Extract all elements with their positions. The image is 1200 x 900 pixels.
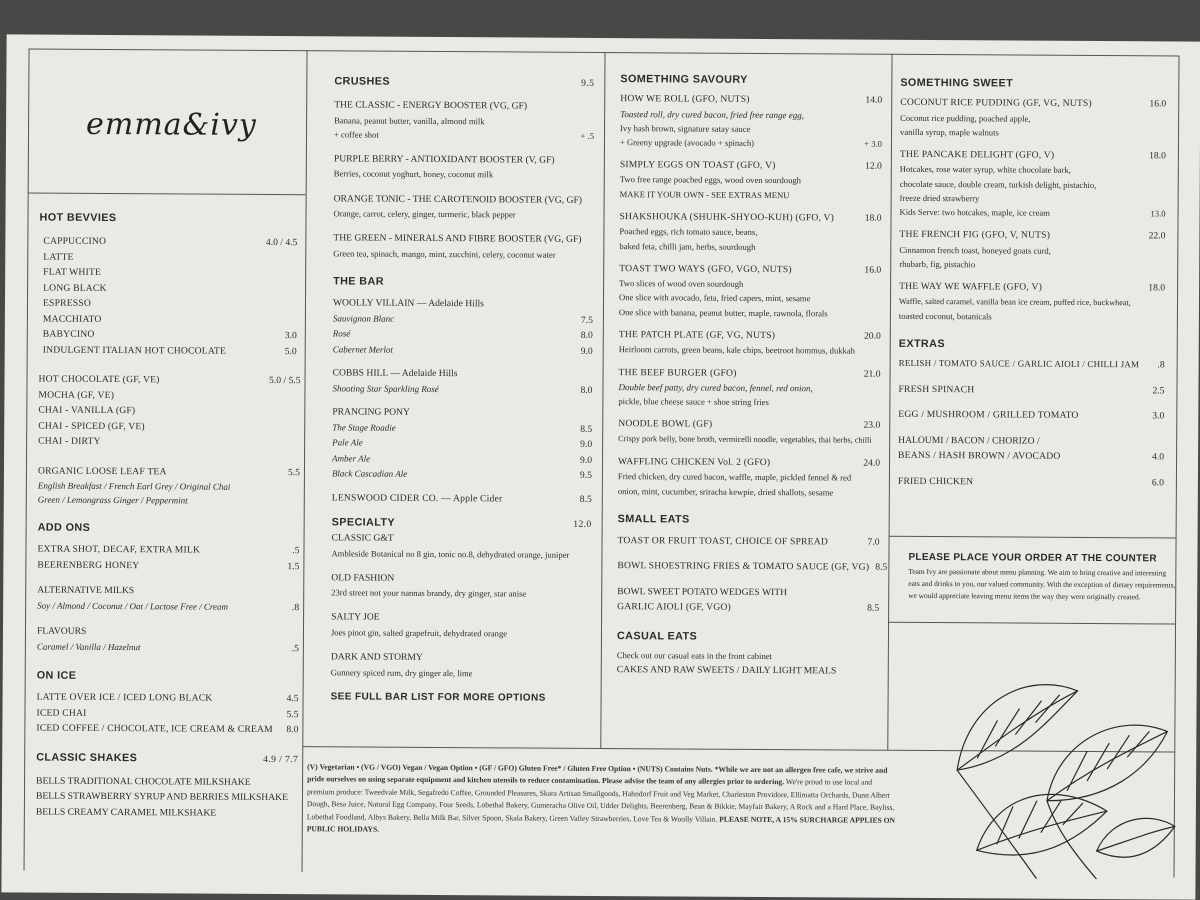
- crush-name: ORANGE TONIC - THE CAROTENOID BOOSTER (VG, GF): [333, 192, 583, 206]
- menu-item: [43, 296, 297, 313]
- dish-header: [618, 416, 880, 433]
- cocktail-desc: Ambleside Botanical no 8 gin, tonic no.8, dehydrated orange, juniper: [331, 547, 570, 560]
- dish-name: SIMPLY EGGS ON TOAST (GFO, V): [619, 159, 776, 171]
- crush-name: PURPLE BERRY - ANTIOXIDANT BOOSTER (V, GF): [333, 153, 555, 166]
- item-name: Rosé: [332, 328, 351, 339]
- item-name-line-2: GARLIC AIOLI (GF, VGO): [617, 601, 731, 614]
- extra-item: [899, 356, 1165, 373]
- menu-sheet: [1, 34, 1200, 899]
- hot-bevvies-title: HOT BEVVIES: [39, 211, 117, 225]
- crush-desc: Orange, carrot, celery, ginger, turmeric, black pepper: [333, 208, 516, 220]
- full-bar-list-note: SEE FULL BAR LIST FOR MORE OPTIONS: [330, 691, 546, 704]
- casual-eats-note: Check out our casual eats in the front cabinet: [616, 649, 773, 661]
- dish-desc: Two free range poached eggs, wood oven sourdough: [619, 174, 802, 186]
- bar-item: [333, 311, 593, 328]
- menu-item: [43, 265, 297, 282]
- item-name: Shooting Star Sparkling Rosé: [332, 382, 439, 394]
- dish-header: [899, 279, 1165, 296]
- winery-name: COBBS HILL — Adelaide Hills: [332, 367, 458, 380]
- item-price: 8.0: [286, 724, 299, 736]
- dish-name: THE PANCAKE DELIGHT (GFO, V): [899, 148, 1055, 161]
- cocktail-desc: Joes pinot gin, salted grapefruit, dehydrated orange: [330, 627, 508, 639]
- dish-header: [619, 209, 881, 226]
- small-eat-item: [617, 558, 888, 575]
- item-price: 6.0: [1151, 476, 1164, 488]
- dish-header: [619, 261, 881, 278]
- column-drinks: [36, 211, 302, 822]
- dish-name: THE FRENCH FIG (GFO, V, NUTS): [899, 229, 1051, 241]
- bar-item: [332, 466, 592, 483]
- dish-desc: pickle, blue cheese sauce + shoe string fries: [618, 396, 769, 408]
- item-price: 9.5: [579, 469, 592, 481]
- item-name: CHAI - VANILLA (GF): [38, 404, 136, 417]
- item-name: BOWL SHOESTRING FRIES & TOMATO SAUCE (GF, VG): [617, 560, 870, 573]
- small-eats-title: SMALL EATS: [617, 512, 690, 526]
- dish-price: 18.0: [1149, 150, 1166, 162]
- menu-item: [43, 311, 297, 328]
- dish-price: 14.0: [865, 94, 883, 106]
- dish-name: THE BEEF BURGER (GFO): [618, 366, 737, 379]
- dish-desc: MAKE IT YOUR OWN - SEE EXTRAS MENU: [619, 188, 790, 200]
- item-price: 4.0 / 4.5: [265, 236, 298, 249]
- extra-item: [898, 407, 1164, 424]
- bar-item: [333, 342, 593, 359]
- dish-header: [620, 157, 882, 174]
- dish-desc: vanilla syrup, maple walnuts: [900, 126, 999, 138]
- item-name: Pale Ale: [332, 437, 363, 448]
- dish-header: [620, 91, 882, 108]
- item-price: 4.0: [1152, 451, 1165, 463]
- dish-header: [900, 95, 1166, 112]
- dish-header: [900, 147, 1166, 164]
- crush-desc: Green tea, spinach, mango, mint, zucchini, celery, coconut water: [333, 248, 556, 260]
- cocktail-name: SALTY JOE: [331, 611, 380, 624]
- specialty-price: 12.0: [573, 518, 592, 530]
- dish-desc: chocolate sauce, double cream, turkish delight, pistachio,: [899, 178, 1097, 190]
- item-name: TOAST OR FRUIT TOAST, CHOICE OF SPREAD: [617, 534, 829, 548]
- dish-desc: onion, mint, cucumber, sriracha kewpie, dried shallots, sesame: [617, 485, 834, 498]
- shake-item: BELLS TRADITIONAL CHOCOLATE MILKSHAKE: [36, 775, 251, 788]
- item-options: Caramel / Vanilla / Hazelnut: [36, 641, 141, 652]
- dietary-legend: [307, 761, 898, 855]
- menu-item: [38, 372, 300, 389]
- small-eat-item: [618, 533, 880, 550]
- dish-price: 23.0: [863, 419, 881, 431]
- item-price: 3.0: [1152, 410, 1165, 422]
- tea-options-line-2: Green / Lemongrass Ginger / Peppermint: [37, 494, 188, 506]
- dish-desc: Cinnamon french toast, honeyed goats curd,: [899, 244, 1051, 256]
- leaf-illustration: [936, 650, 1177, 881]
- item-name: Cabernet Merlot: [332, 343, 393, 355]
- item-price: 5.5: [286, 708, 299, 720]
- item-price: 2.5: [1152, 384, 1165, 396]
- item-name: FRESH SPINACH: [898, 383, 975, 395]
- order-notice-title: PLEASE PLACE YOUR ORDER AT THE COUNTER: [908, 551, 1157, 565]
- shake-item: BELLS STRAWBERRY SYRUP AND BERRIES MILKSHAKE: [35, 790, 288, 804]
- item-price: .5: [292, 545, 300, 557]
- item-price: 8.5: [867, 602, 880, 615]
- flavours-options: [37, 639, 299, 656]
- hot-bevvies-group-2: [38, 372, 300, 451]
- item-price: 9.0: [580, 454, 593, 466]
- item-price: .5: [291, 642, 299, 654]
- dish-name: SHAKSHOUKA (SHUHK-SHYOO-KUH) (GFO, V): [619, 210, 835, 224]
- menu-item: [36, 721, 298, 738]
- extra-item: [898, 473, 1164, 490]
- extra-price: + .5: [580, 130, 595, 141]
- item-name: Black Cascadian Ale: [331, 468, 408, 479]
- flavours-name: FLAVOURS: [36, 625, 87, 637]
- left-border: [24, 48, 30, 870]
- dish-desc: Ivy hash brown, signature satay sauce: [620, 122, 751, 134]
- item-name: HALOUMI / BACON / CHORIZO /: [898, 434, 1040, 447]
- item-name: LENSWOOD CIDER CO. — Apple Cider: [331, 491, 503, 504]
- item-name: The Stage Roadie: [332, 421, 396, 433]
- dish-name: COCONUT RICE PUDDING (GF, VG, NUTS): [900, 96, 1092, 109]
- dish-price: 12.0: [865, 160, 882, 172]
- item-price: 9.0: [580, 438, 593, 450]
- menu-item: [36, 705, 298, 722]
- small-eat-item: [617, 599, 879, 616]
- item-name: CAPPUCCINO: [43, 235, 107, 247]
- dish-desc: Double beef patty, dry cured bacon, fennel, red onion,: [618, 382, 813, 394]
- dish-desc: One slice with banana, peanut butter, maple, rawnola, florals: [618, 306, 828, 319]
- winery-name: WOOLLY VILLAIN — Adelaide Hills: [332, 297, 484, 310]
- bar-item: [332, 381, 592, 398]
- item-price: .8: [291, 601, 300, 613]
- item-name: BEERENBERG HONEY: [37, 559, 140, 571]
- dish-desc: baked feta, chilli jam, herbs, sourdough: [619, 240, 756, 252]
- classic-shakes-title: CLASSIC SHAKES: [36, 751, 138, 764]
- item-name: RELISH / TOMATO SAUCE / GARLIC AIOLI / CHILLI JAM: [898, 357, 1140, 370]
- menu-item: [37, 542, 299, 559]
- item-options: Soy / Almond / Coconut / Oat / Lactose Free / Cream: [37, 600, 229, 612]
- item-price: 7.5: [580, 314, 593, 326]
- cocktail-name: DARK AND STORMY: [330, 651, 423, 664]
- menu-item: [43, 249, 297, 266]
- crushes-price: 9.5: [581, 77, 595, 89]
- crush-extra: [334, 127, 594, 143]
- item-price: 5.0: [284, 345, 297, 357]
- kids-serve: [900, 205, 1166, 221]
- item-name: ICED CHAI: [36, 707, 87, 719]
- dish-price: 18.0: [864, 212, 882, 224]
- alt-milks-name: ALTERNATIVE MILKS: [37, 584, 135, 597]
- extra-item: [898, 381, 1164, 398]
- dish-desc: Hotcakes, rose water syrup, white chocolate bark,: [899, 164, 1071, 176]
- item-name-line-2: BEANS / HASH BROWN / AVOCADO: [898, 449, 1061, 462]
- savoury-title: SOMETHING SAVOURY: [620, 73, 748, 86]
- order-notice: [908, 552, 1178, 604]
- item-name: Sauvignon Blanc: [332, 312, 395, 324]
- classic-shakes-price: 4.9 / 7.7: [263, 753, 299, 765]
- dish-desc: Two slices of wood oven sourdough: [619, 278, 744, 290]
- dish-header: [899, 227, 1165, 244]
- crush-desc: Berries, coconut yoghurt, honey, coconut milk: [333, 168, 494, 180]
- dish-price: 16.0: [864, 264, 882, 276]
- item-name: EGG / MUSHROOM / GRILLED TOMATO: [898, 408, 1079, 421]
- add-ons-title: ADD ONS: [37, 521, 91, 534]
- crushes-header: [334, 74, 594, 91]
- item-price: 8.5: [580, 423, 593, 435]
- dish-desc: Crispy pork belly, bone broth, vermicelli noodle, vegetables, thai herbs, chilli: [618, 433, 872, 445]
- dish-desc: rhubarb, fig, pistachio: [899, 258, 976, 270]
- item-name: LONG BLACK: [43, 282, 107, 294]
- item-name: CHAI - DIRTY: [38, 435, 101, 447]
- classic-shakes-header: [36, 750, 298, 767]
- item-name: HOT CHOCOLATE (GF, VE): [38, 373, 160, 386]
- item-price: 5.5: [287, 466, 300, 478]
- dish-name: TOAST TWO WAYS (GFO, VGO, NUTS): [619, 262, 792, 275]
- the-bar-title: THE BAR: [333, 275, 384, 288]
- item-name: BABYCINO: [42, 328, 95, 340]
- column-crushes-bar: [331, 74, 595, 705]
- item-name: LATTE: [43, 251, 74, 263]
- crush-desc: Banana, peanut butter, vanilla, almond milk: [334, 114, 485, 126]
- menu-item: [43, 280, 297, 297]
- dish-name: THE PATCH PLATE (GF, VG, NUTS): [618, 328, 776, 341]
- cocktail-name: CLASSIC G&T: [331, 532, 394, 544]
- item-price: 4.5: [286, 693, 299, 705]
- item-price: 3.0: [284, 330, 297, 342]
- item-price: 8.0: [580, 329, 593, 341]
- bar-item: [332, 435, 592, 452]
- item-name: CHAI - SPICED (GF, VE): [38, 420, 145, 432]
- casual-eats-title: CASUAL EATS: [616, 629, 698, 643]
- order-box-bottom: [888, 622, 1175, 625]
- menu-item: [38, 434, 300, 451]
- menu-item: [37, 690, 299, 707]
- dish-price: 21.0: [863, 368, 881, 380]
- dish-desc: Coconut rice pudding, poached apple,: [900, 112, 1031, 124]
- crush-name: THE CLASSIC - ENERGY BOOSTER (VG, GF): [334, 99, 528, 112]
- cocktail-desc: 23rd street not your nannas brandy, dry ginger, star anise: [331, 587, 527, 599]
- item-price: 8.5: [579, 493, 592, 505]
- dish-desc: Heirloom carrots, green beans, kale chips, beetroot hommus, dukkah: [618, 344, 856, 356]
- cocktail-desc: Gunnery spiced rum, dry ginger ale, lime: [330, 666, 473, 678]
- dish-desc: freeze dried strawberry: [899, 192, 980, 204]
- hot-bevvies-group-1: [39, 234, 302, 360]
- item-name: MOCHA (GF, VE): [38, 389, 115, 401]
- extra-item: [898, 448, 1164, 465]
- item-name: ORGANIC LOOSE LEAF TEA: [37, 465, 167, 477]
- bar-item: [333, 326, 593, 343]
- item-name: Amber Ale: [332, 452, 371, 464]
- menu-item: [37, 557, 299, 574]
- brewery-name: PRANCING PONY: [332, 406, 410, 418]
- extra-name: + coffee shot: [333, 129, 379, 140]
- dish-desc: One slice with avocado, feta, fried capers, mint, sesame: [619, 292, 811, 304]
- dish-name: NOODLE BOWL (GF): [618, 418, 713, 430]
- item-name: INDULGENT ITALIAN HOT CHOCOLATE: [42, 344, 227, 357]
- kids-serve-price: 13.0: [1150, 208, 1166, 219]
- dish-header: [619, 365, 881, 382]
- item-name: FLAT WHITE: [43, 266, 102, 278]
- column-divider-2: [600, 52, 605, 748]
- column-savoury: [616, 72, 888, 679]
- menu-item-tea: [38, 463, 300, 480]
- dish-name: HOW WE ROLL (GFO, NUTS): [620, 93, 750, 105]
- alt-milks-options: [37, 598, 299, 615]
- item-name: BOWL SWEET POTATO WEDGES WITH: [617, 585, 788, 598]
- order-box-top: [889, 536, 1176, 539]
- sweet-title: SOMETHING SWEET: [900, 76, 1014, 90]
- dish-desc: toasted coconut, botanicals: [898, 310, 992, 322]
- column-divider-3: [887, 54, 892, 750]
- menu-item: [43, 342, 297, 359]
- dish-desc: Fried chicken, dry cured bacon, waffle, maple, pickled fennel & red: [617, 471, 852, 483]
- dish-name: WAFFLING CHICKEN Vol. 2 (GFO): [618, 456, 771, 468]
- specialty-header: [332, 515, 592, 532]
- menu-item: [38, 387, 300, 404]
- specialty-title: SPECIALTY: [331, 516, 396, 529]
- item-name: MACCHIATO: [42, 313, 102, 325]
- item-price: 5.0 / 5.5: [269, 374, 301, 387]
- item-price: 1.5: [287, 560, 300, 572]
- dish-header: [619, 327, 881, 344]
- bar-item: [332, 490, 592, 507]
- column-divider-1: [302, 50, 308, 872]
- legend-suppliers: We're proud to use local and premium produce: Tweedvale Milk, Segafredo Coffee, Grounded Pleasures, Skara Artisan Smallgoods, Hahndorf Fruit and Veg Market, Charleston Providore, Ellimatta Orchards, Dunn Albert Dough, Besa Juice, Natural Egg Company, Four Seeds, Lobethal Bakery, Gumeracha Olive Oil, Udder Delights, Beerenberg, Bean & Bikkie, Mayfair Bakery, A Rock and a Hard Place, Bayliss, Lobethal Foodland, Albys Bakery, Bella Milk Bar, Silver Spoon, Skala Bakery, Green Valley Strawberries, Love Tea & Woolly Villain.: [306, 777, 895, 824]
- dish-price: 18.0: [1148, 282, 1166, 294]
- column-sweet-extras: [898, 76, 1167, 491]
- dish-price: 20.0: [863, 330, 881, 342]
- bar-item: [332, 420, 592, 437]
- item-name: FRIED CHICKEN: [897, 475, 974, 487]
- casual-eats-items: CAKES AND RAW SWEETS / DAILY LIGHT MEALS: [616, 664, 837, 677]
- item-price: 8.5: [875, 562, 888, 574]
- tea-options-line-1: English Breakfast / French Earl Grey / Original Chai: [37, 480, 231, 492]
- dish-name: THE WAY WE WAFFLE (GFO, V): [899, 280, 1043, 293]
- item-name: ESPRESSO: [42, 297, 92, 309]
- item-price: 9.0: [580, 345, 593, 357]
- menu-item: [38, 403, 300, 420]
- crush-name: THE GREEN - MINERALS AND FIBRE BOOSTER (VG, GF): [333, 232, 582, 246]
- shake-item: BELLS CREAMY CARAMEL MILKSHAKE: [35, 806, 217, 819]
- extras-title: EXTRAS: [898, 337, 945, 351]
- dish-price: 24.0: [863, 457, 881, 469]
- crushes-title: CRUSHES: [334, 75, 390, 88]
- legend-dietary-key: (V) Vegetarian • (VG / VGO) Vegan / Vegan Option • (GF / GFO) Gluten Free* / Gluten Free Option • (NUTS) Contains Nuts. *While we are not an allergen free cafe, we strive and pride ourselves on using separate equipment and kitchen utensils to reduce contamination. Please advise the team of any allergies prior to ordering.: [307, 762, 888, 787]
- extra-name: + Greeny upgrade (avocado + spinach): [619, 136, 755, 148]
- dish-extra: [620, 135, 882, 151]
- legend-surcharge-note: PLEASE NOTE, A 15% SURCHARGE APPLIES ON PUBLIC HOLIDAYS.: [306, 814, 896, 834]
- on-ice-title: ON ICE: [36, 669, 77, 682]
- item-price: 7.0: [867, 536, 880, 548]
- item-price: 8.0: [580, 384, 593, 396]
- kids-serve-desc: Kids Serve: two hotcakes, maple, ice cream: [899, 206, 1050, 218]
- dish-price: 16.0: [1149, 98, 1167, 110]
- brand-logo: emma&ivy: [85, 106, 257, 143]
- item-name: EXTRA SHOT, DECAF, EXTRA MILK: [37, 543, 201, 556]
- dish-desc: Waffle, salted caramel, vanilla bean ice cream, puffed rice, buckwheat,: [898, 296, 1131, 307]
- item-price: .8: [1157, 359, 1165, 371]
- dish-desc: Toasted roll, dry cured bacon, fried free range egg,: [620, 108, 805, 120]
- menu-item: [43, 234, 297, 251]
- item-name: LATTE OVER ICE / ICED LONG BLACK: [36, 691, 213, 704]
- bar-item: [332, 451, 592, 468]
- menu-item: [38, 418, 300, 435]
- order-notice-text: Team Ivy are passionate about menu planning. We aim to bring creative and interesting eats and drinks to you, our valued community. With the exception of dietary requirements, we would appreciate leaving menu items the way they were originally created.: [908, 566, 1176, 602]
- cocktail-name: OLD FASHION: [331, 572, 395, 584]
- menu-item: [43, 327, 297, 344]
- extra-price: + 3.0: [864, 138, 883, 149]
- item-name: ICED COFFEE / CHOCOLATE, ICE CREAM & CREAM: [36, 722, 273, 736]
- logo-divider: [28, 192, 306, 195]
- dish-header: [618, 454, 880, 471]
- dish-price: 22.0: [1148, 230, 1166, 242]
- dish-desc: Poached eggs, rich tomato sauce, beans,: [619, 226, 758, 238]
